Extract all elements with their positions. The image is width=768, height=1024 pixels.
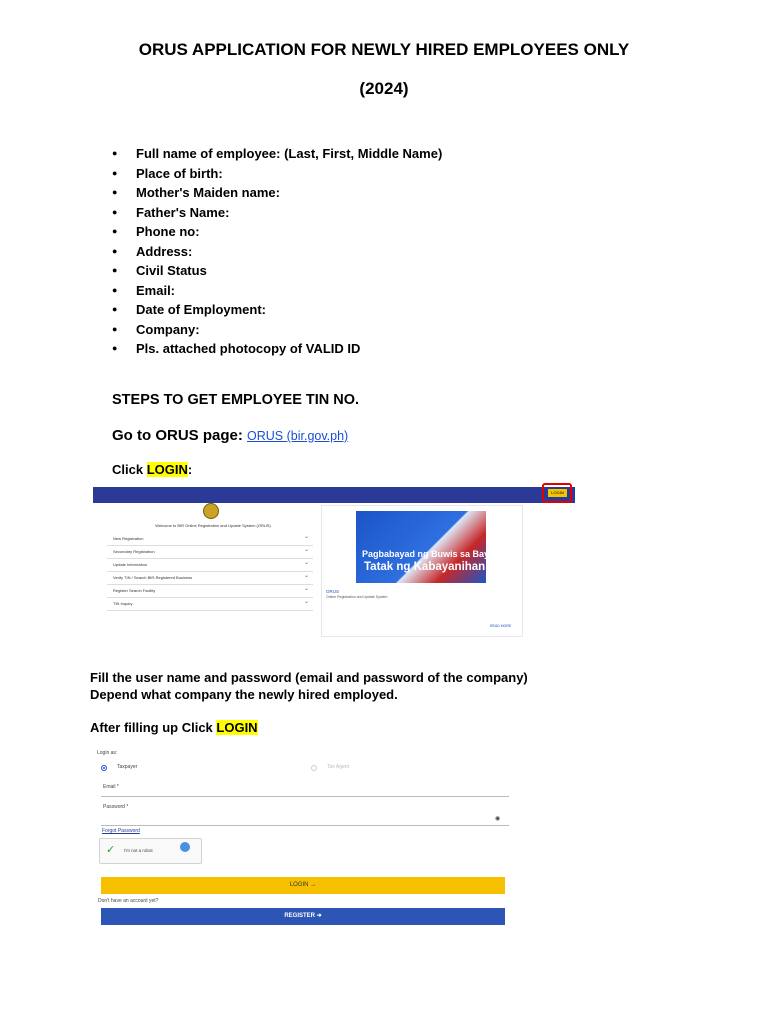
orus-homepage-screenshot bbox=[93, 483, 575, 659]
menu-item[interactable]: TIN Inquiry ⌄ bbox=[107, 598, 313, 611]
register-label: REGISTER bbox=[284, 913, 315, 919]
list-item: ● Phone no: bbox=[112, 223, 442, 243]
register-icon: ➜ bbox=[316, 913, 322, 919]
list-item: ● Place of birth: bbox=[112, 165, 442, 185]
recaptcha-label: I'm not a robot bbox=[124, 848, 153, 853]
email-field[interactable] bbox=[101, 796, 509, 797]
list-item: ● Father's Name: bbox=[112, 204, 442, 224]
banner-line1: Pagbabayad ng Buwis sa Bayan bbox=[362, 549, 500, 559]
no-account-text: Don't have an account yet? bbox=[98, 898, 159, 904]
orus-link[interactable]: ORUS (bir.gov.ph) bbox=[247, 429, 349, 443]
campaign-banner bbox=[356, 511, 500, 583]
after-prefix: After filling up Click bbox=[90, 720, 217, 735]
list-item: ● Full name of employee: (Last, First, Middle Name) bbox=[112, 145, 442, 165]
menu-item[interactable]: New Registration ⌄ bbox=[107, 533, 313, 546]
login-form-screenshot bbox=[91, 743, 512, 930]
document-year: (2024) bbox=[359, 79, 409, 98]
list-item: ● Civil Status bbox=[112, 262, 442, 282]
login-icon: → bbox=[310, 882, 317, 888]
after-filling-instruction bbox=[90, 720, 258, 735]
banner-line2: Tatak ng Kabayanihan bbox=[364, 561, 486, 573]
list-item: ● Pls. attached photocopy of VALID ID bbox=[112, 340, 442, 360]
list-item: ● Date of Employment: bbox=[112, 301, 442, 321]
tax-agent-label: Tax Agent bbox=[327, 764, 349, 770]
login-label: LOGIN bbox=[289, 882, 309, 888]
card-title: ORUS bbox=[326, 589, 340, 594]
list-item: ● Address: bbox=[112, 243, 442, 263]
email-label: Email * bbox=[103, 784, 119, 790]
click-prefix: Click bbox=[112, 462, 147, 477]
login-highlight-box bbox=[542, 483, 572, 503]
read-more-link[interactable]: READ MORE bbox=[490, 624, 512, 628]
register-button[interactable] bbox=[101, 908, 505, 925]
document-title: ORUS APPLICATION FOR NEWLY HIRED EMPLOYEES ONLY bbox=[138, 40, 630, 59]
recaptcha-box[interactable] bbox=[99, 838, 202, 864]
fill-instruction bbox=[90, 669, 528, 703]
list-item: ● Email: bbox=[112, 282, 442, 302]
menu-item[interactable]: Secondary Registration ⌄ bbox=[107, 546, 313, 559]
tax-agent-radio[interactable] bbox=[311, 765, 317, 771]
bir-seal-icon bbox=[203, 503, 219, 519]
welcome-text: Welcome to BIR Online Registration and Update System (ORUS) bbox=[155, 523, 271, 528]
forgot-password-link[interactable]: Forgot Password bbox=[102, 828, 140, 834]
fill-line1: Fill the user name and password (email and password of the company) bbox=[90, 670, 528, 685]
recaptcha-icon bbox=[180, 842, 190, 852]
fill-line2: Depend what company the newly hired employed. bbox=[90, 687, 398, 702]
password-field[interactable] bbox=[101, 825, 509, 826]
login-highlight: LOGIN bbox=[216, 720, 258, 735]
list-item: ● Mother's Maiden name: bbox=[112, 184, 442, 204]
list-item: ● Company: bbox=[112, 321, 442, 341]
card-subtitle: Online Registration and Update System bbox=[326, 595, 388, 599]
menu-item[interactable]: Register Search Facility ⌄ bbox=[107, 585, 313, 598]
password-label: Password * bbox=[103, 804, 129, 810]
login-as-label: Login as: bbox=[97, 750, 118, 756]
news-card bbox=[321, 505, 523, 637]
eye-icon[interactable]: ◉ bbox=[495, 816, 501, 822]
click-login-instruction bbox=[112, 462, 192, 477]
taxpayer-radio[interactable] bbox=[101, 765, 107, 771]
taxpayer-label: Taxpayer bbox=[117, 764, 138, 770]
menu-item[interactable]: Verify TIN / Search BIR-Registered Business ⌄ bbox=[107, 572, 313, 585]
goto-orus-line bbox=[112, 427, 348, 444]
orus-menu bbox=[107, 533, 313, 611]
menu-item[interactable]: Update Information ⌄ bbox=[107, 559, 313, 572]
login-highlight: LOGIN bbox=[146, 462, 188, 477]
goto-label: Go to ORUS page: bbox=[112, 427, 243, 444]
login-button[interactable]: LOGIN bbox=[548, 489, 567, 497]
steps-heading: STEPS TO GET EMPLOYEE TIN NO. bbox=[112, 392, 360, 408]
required-fields-list bbox=[112, 145, 442, 360]
colon: : bbox=[187, 462, 193, 477]
checkmark-icon: ✓ bbox=[106, 844, 116, 856]
header-bar bbox=[93, 487, 575, 503]
login-button[interactable] bbox=[101, 877, 505, 894]
